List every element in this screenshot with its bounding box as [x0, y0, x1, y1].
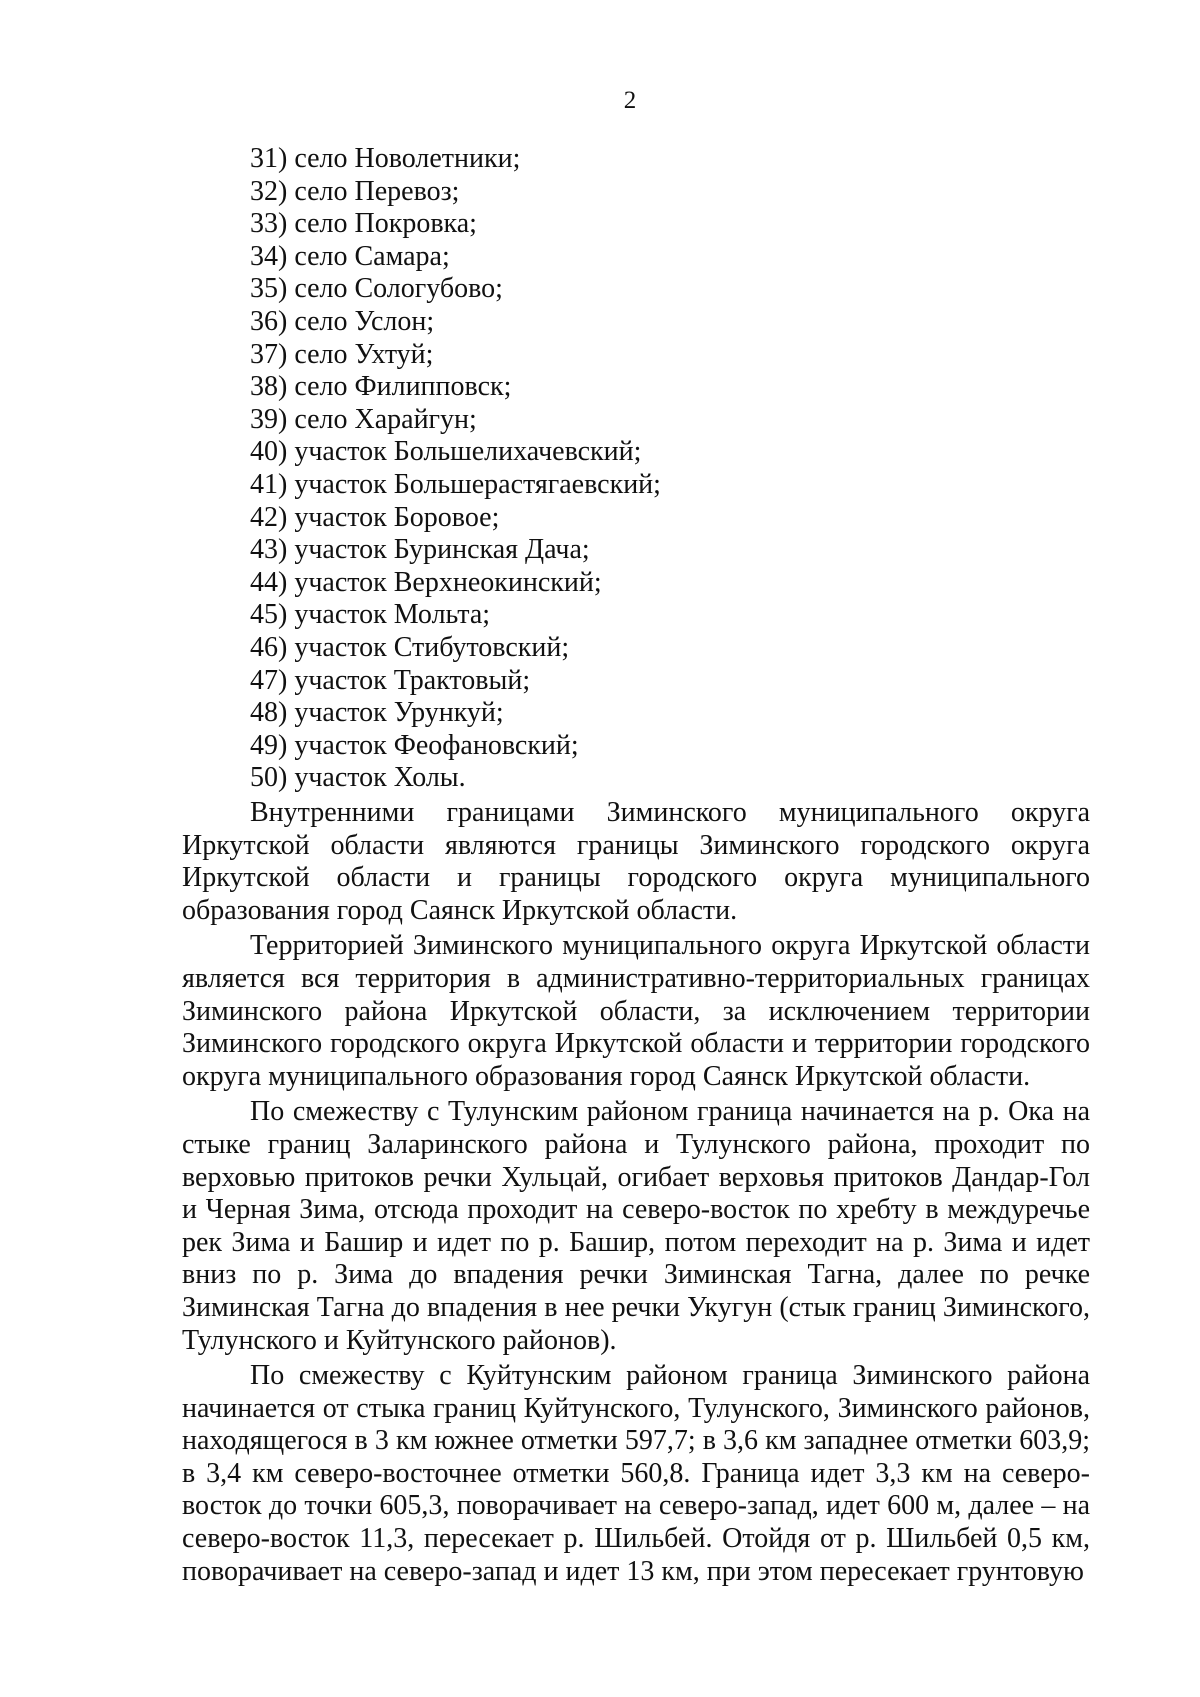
- list-item: 34) село Самара;: [250, 240, 450, 272]
- list-item: 49) участок Феофановский;: [250, 729, 579, 761]
- paragraph-kuytun-border: По смежеству с Куйтунским районом граница Зиминского района начинается от стыка границ Куйтунского, Тулунского, Зиминского районов, находящегося в 3 км южнее отметки 597,7; в 3,6 км западнее отметки 603,9; в 3,4 км северо-восточнее отметки 560,8. Граница идет 3,3 км на северо-восток до точки 605,3, поворачивает на северо-запад, идет 600 м, далее – на северо-восток 11,3, пересекает р. Шильбей. Отойдя от р. Шильбей 0,5 км, поворачивает на северо-запад и идет 13 км, при этом пересекает грунтовую: [182, 1360, 1090, 1587]
- page-number: 2: [623, 87, 637, 114]
- list-item: 43) участок Буринская Дача;: [250, 534, 590, 566]
- paragraph-territory: Территорией Зиминского муниципального округа Иркутской области является вся территория в административно-территориальных границах Зиминского района Иркутской области, за исключением территории Зиминского городского округа Иркутской области и территории городского округа муниципального образования город Саянск Иркутской области.: [182, 930, 1090, 1092]
- list-item: 32) село Перевоз;: [250, 175, 460, 207]
- list-item: 45) участок Мольта;: [250, 599, 491, 631]
- list-item: 46) участок Стибутовский;: [250, 631, 570, 663]
- list-item: 36) село Услон;: [250, 305, 435, 337]
- list-item: 38) село Филипповск;: [250, 371, 512, 403]
- list-item: 44) участок Верхнеокинский;: [250, 566, 602, 598]
- list-item: 50) участок Холы.: [250, 762, 466, 794]
- paragraph-tulun-border: По смежеству с Тулунским районом граница начинается на р. Ока на стыке границ Заларинского района и Тулунского района, проходит по верховью притоков речки Хульцай, огибает верховья притоков Дандар-Гол и Черная Зима, отсюда проходит на северо-восток по хребту в междуречье рек Зима и Башир и идет по р. Башир, потом переходит на р. Зима и идет вниз по р. Зима до впадения речки Зиминская Тагна, далее по речке Зиминская Тагна до впадения в нее речки Укугун (стык границ Зиминского, Тулунского и Куйтунского районов).: [182, 1096, 1090, 1356]
- settlement-list: [250, 143, 661, 795]
- list-item: 31) село Новолетники;: [250, 143, 521, 174]
- list-item: 33) село Покровка;: [250, 208, 477, 240]
- list-item: 40) участок Большелихачевский;: [250, 436, 642, 468]
- list-item: 47) участок Трактовый;: [250, 664, 531, 696]
- list-item: 39) село Харайгун;: [250, 403, 477, 435]
- paragraph-inner-borders: Внутренними границами Зиминского муниципального округа Иркутской области являются границы Зиминского городского округа Иркутской области и границы городского округа муниципального образования город Саянск Иркутской области.: [182, 797, 1090, 926]
- body-text: [182, 797, 1090, 1588]
- list-item: 41) участок Большерастягаевский;: [250, 468, 661, 500]
- list-item: 42) участок Боровое;: [250, 501, 500, 533]
- list-item: 48) участок Урункуй;: [250, 697, 504, 729]
- list-item: 35) село Сологубово;: [250, 273, 503, 305]
- list-item: 37) село Ухтуй;: [250, 338, 434, 370]
